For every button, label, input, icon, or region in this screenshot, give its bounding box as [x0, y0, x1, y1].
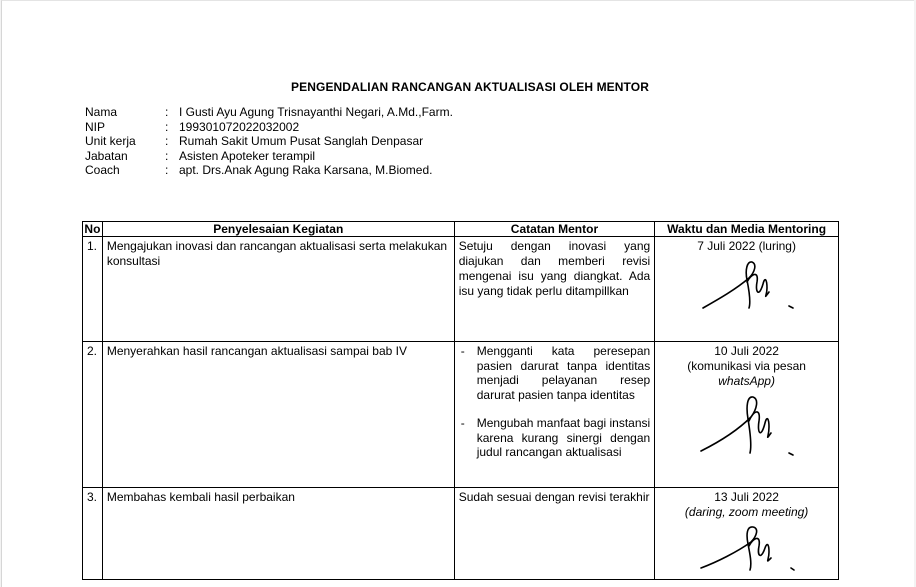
info-value: apt. Drs.Anak Agung Raka Karsana, M.Biomed. — [179, 163, 433, 178]
mentoring-date: 7 Juli 2022 (luring) — [697, 239, 796, 253]
row-waktu-media — [655, 488, 839, 580]
row-number: 1. — [83, 237, 103, 342]
table-row — [83, 342, 839, 488]
info-row-nip — [85, 120, 453, 135]
catatan-item — [459, 344, 650, 402]
catatan-line: mengenai isu yang diangkat. Ada — [458, 269, 651, 283]
document-page — [1, 0, 914, 587]
info-label: Unit kerja — [85, 134, 136, 149]
catatan-text: Mengganti kata peresepan pasien darurat tanpa identitas menjadi pelayanan resep darurat pasien tanpa identitas — [476, 344, 651, 402]
info-row-jabatan — [85, 149, 453, 164]
info-value: I Gusti Ayu Agung Trisnayanthi Negari, A.Md.,Farm. — [179, 105, 453, 119]
identity-block — [85, 105, 453, 178]
signature-icon — [697, 391, 797, 463]
row-waktu-media — [655, 237, 839, 342]
info-colon: : — [165, 119, 169, 134]
mentoring-media — [659, 359, 834, 389]
table-row — [83, 237, 839, 342]
signature-icon — [697, 256, 797, 316]
header-kegiatan: Penyelesaian Kegiatan — [102, 222, 454, 237]
mentoring-table — [82, 221, 839, 580]
info-label: Jabatan — [85, 148, 128, 163]
mentoring-date: 10 Juli 2022 — [714, 344, 779, 358]
media-italic: (daring, zoom meeting) — [684, 505, 809, 519]
page-title: PENGENDALIAN RANCANGAN AKTUALISASI OLEH MENTOR — [291, 80, 649, 94]
catatan-text: Mengubah manfaat bagi instansi karena kurang sinergi dengan judul rancangan aktualisasi — [476, 416, 651, 459]
catatan-line: isu yang tidak perlu ditampillkan — [458, 284, 629, 298]
info-row-unit-kerja — [85, 134, 453, 149]
signature-icon — [697, 522, 797, 574]
table-row — [83, 488, 839, 580]
mentoring-date: 13 Juli 2022 — [714, 490, 779, 504]
header-catatan: Catatan Mentor — [454, 222, 654, 237]
row-catatan — [454, 237, 654, 342]
catatan-item — [459, 416, 650, 460]
header-no: No — [84, 222, 101, 236]
info-label: Nama — [85, 105, 118, 119]
media-italic: whatsApp) — [718, 374, 775, 388]
catatan-line: diajukan dan memberi revisi — [458, 254, 651, 268]
table-header-row — [83, 222, 839, 237]
catatan-line: Setuju dengan inovasi yang — [458, 239, 651, 253]
info-label: NIP — [85, 119, 106, 134]
info-value: 199301072022032002 — [179, 119, 300, 134]
mentoring-media — [659, 505, 834, 520]
info-colon: : — [165, 148, 169, 163]
info-label: Coach — [85, 163, 120, 178]
row-kegiatan: Menyerahkan hasil rancangan aktualisasi sampai bab IV — [102, 342, 454, 488]
row-kegiatan: Membahas kembali hasil perbaikan — [102, 488, 454, 580]
info-value: Asisten Apoteker terampil — [179, 148, 316, 163]
dash-bullet: - — [460, 416, 465, 430]
info-row-nama — [85, 105, 453, 120]
info-value: Rumah Sakit Umum Pusat Sanglah Denpasar — [179, 134, 424, 149]
row-catatan: Sudah sesuai dengan revisi terakhir — [454, 488, 654, 580]
row-number: 3. — [83, 488, 103, 580]
info-colon: : — [165, 105, 169, 119]
info-colon: : — [165, 163, 169, 178]
row-kegiatan: Mengajukan inovasi dan rancangan aktualisasi serta melakukan konsultasi — [102, 237, 454, 342]
row-waktu-media — [655, 342, 839, 488]
row-number: 2. — [83, 342, 103, 488]
row-catatan — [454, 342, 654, 488]
header-waktu-media: Waktu dan Media Mentoring — [655, 222, 839, 237]
dash-bullet: - — [460, 344, 465, 358]
media-text: (komunikasi via pesan — [687, 359, 806, 373]
info-colon: : — [165, 134, 169, 149]
info-row-coach — [85, 163, 453, 178]
